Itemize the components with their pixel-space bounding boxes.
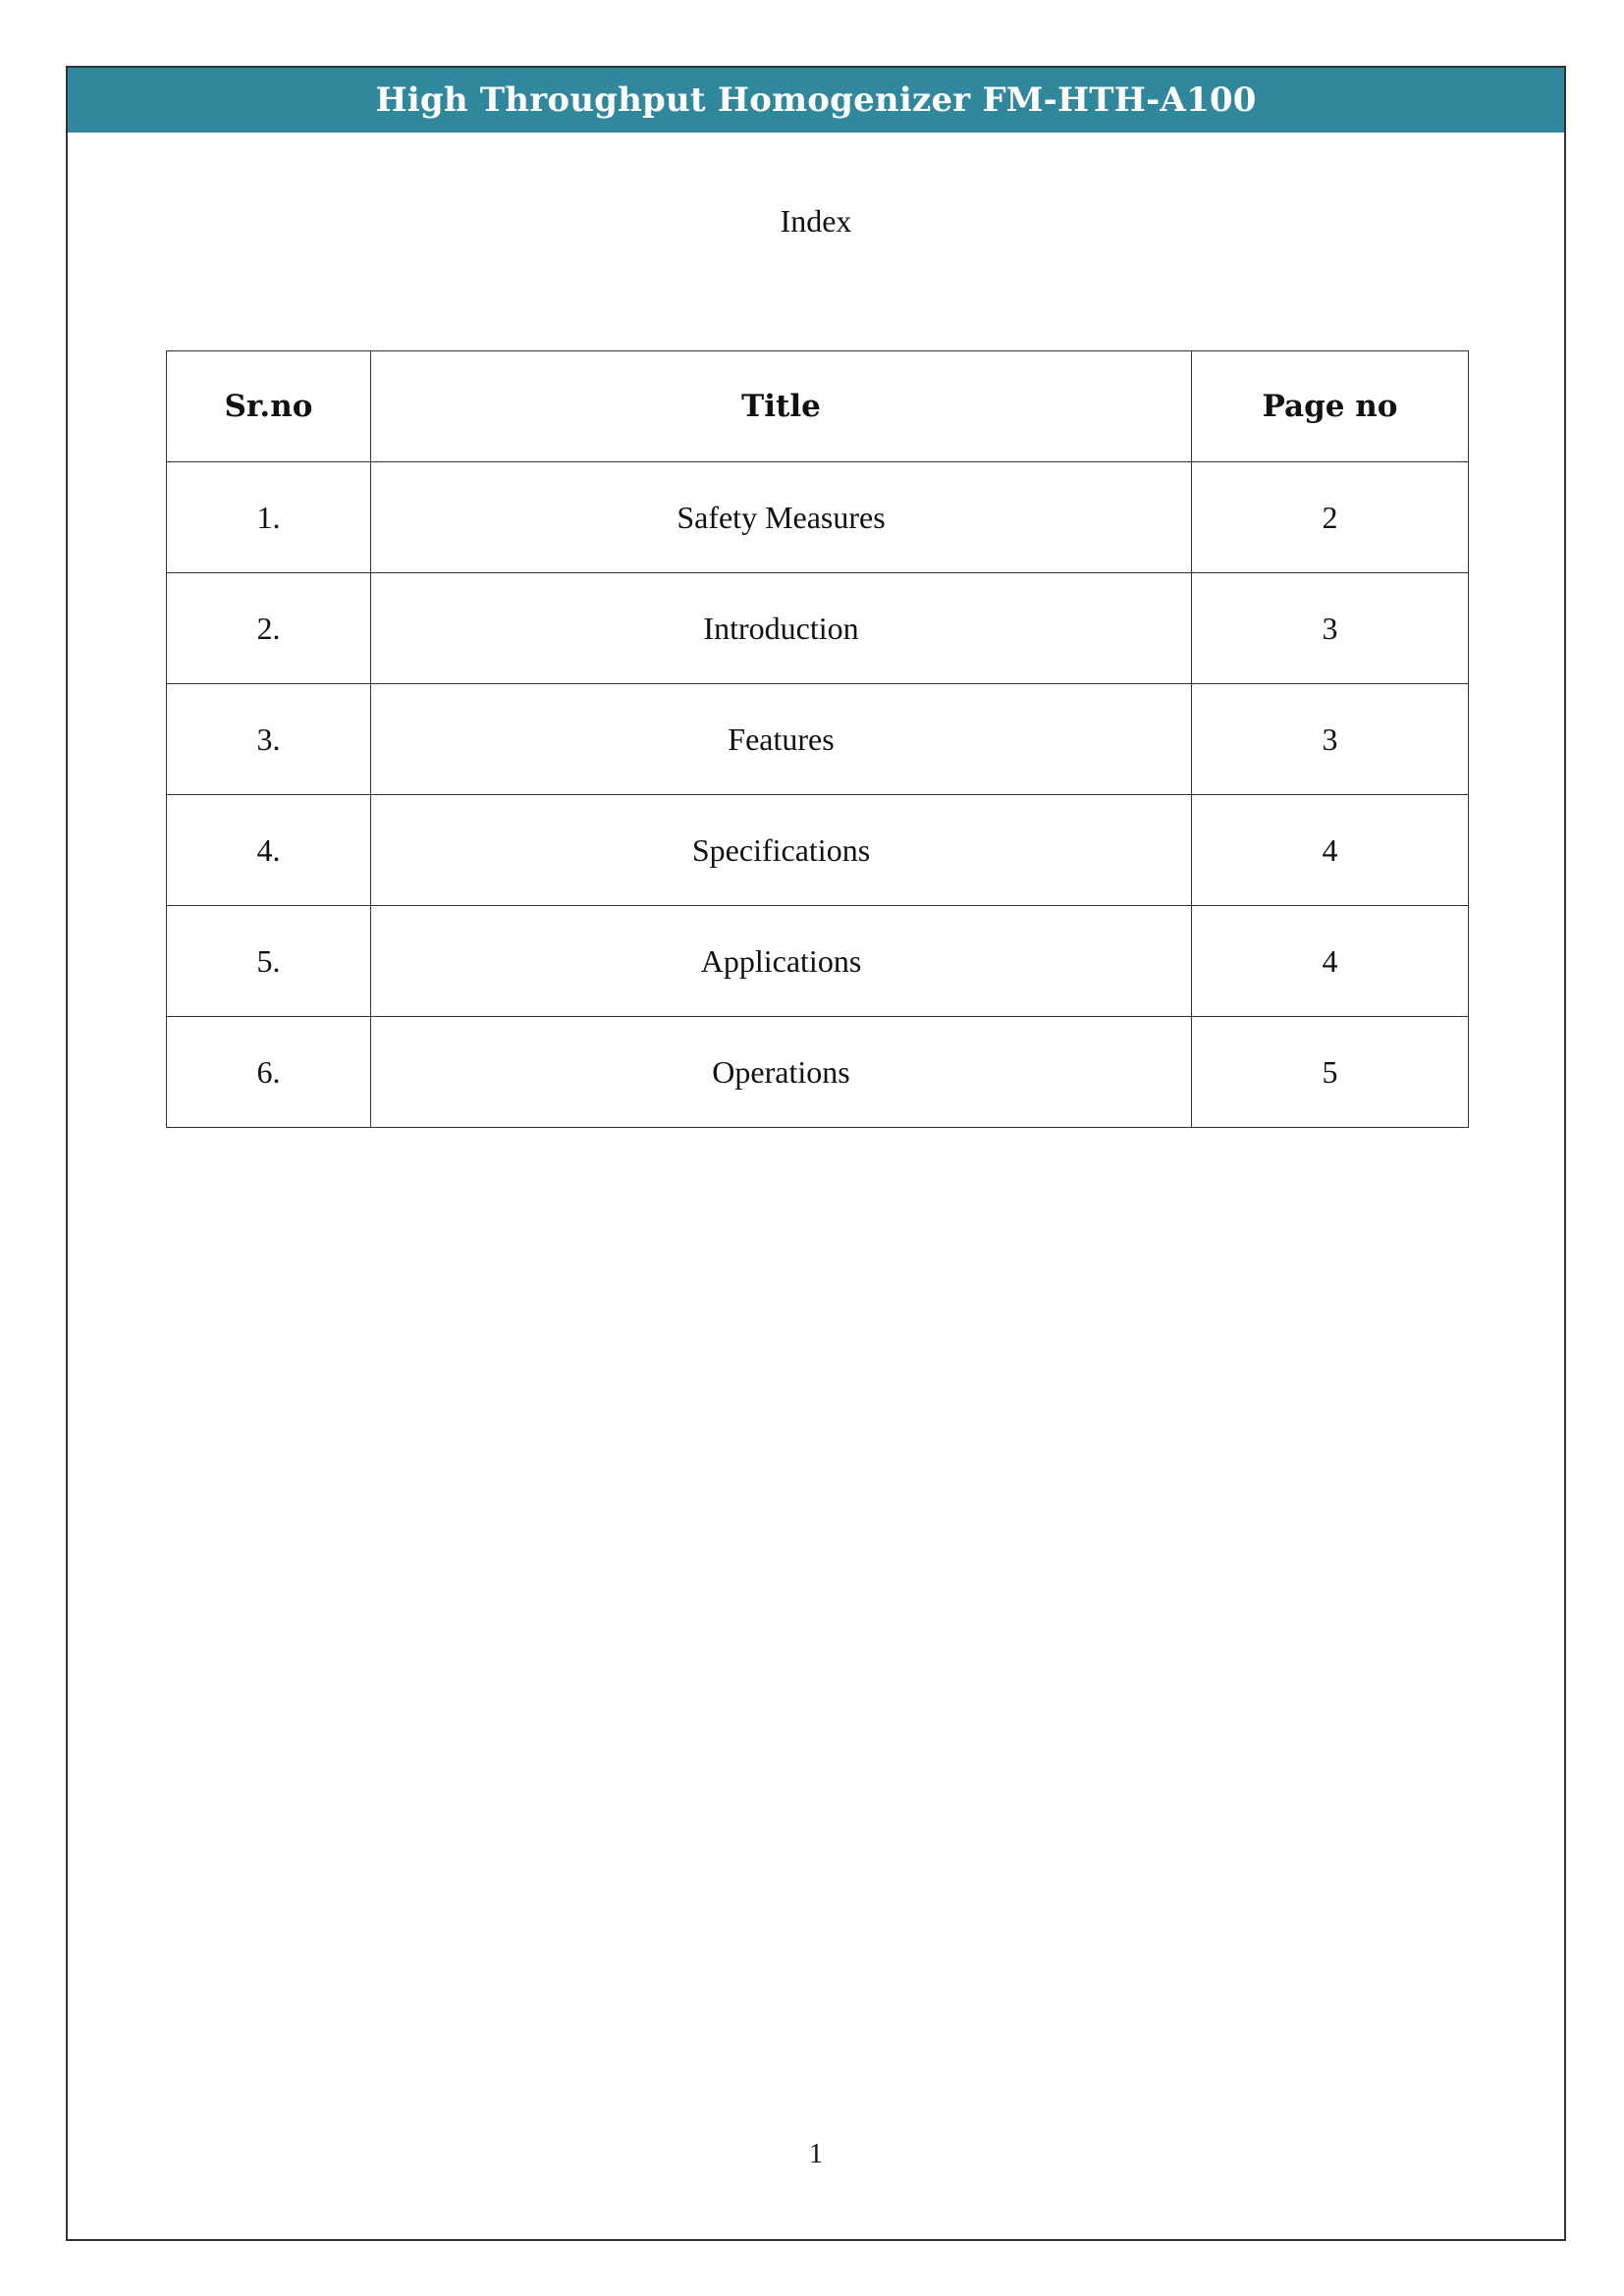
row-sr-no: 5. bbox=[167, 906, 371, 1017]
column-header-page-no: Page no bbox=[1192, 351, 1469, 462]
row-sr-no: 6. bbox=[167, 1017, 371, 1128]
row-title: Introduction bbox=[371, 573, 1192, 684]
index-heading: Index bbox=[780, 203, 852, 239]
row-sr-no: 4. bbox=[167, 795, 371, 906]
table-row bbox=[167, 795, 1469, 906]
column-header-title: Title bbox=[371, 351, 1192, 462]
row-sr-no: 2. bbox=[167, 573, 371, 684]
table-row bbox=[167, 684, 1469, 795]
column-header-sr-no: Sr.no bbox=[167, 351, 371, 462]
page-frame bbox=[66, 66, 1566, 2241]
row-page-no: 4 bbox=[1192, 906, 1469, 1017]
row-page-no: 4 bbox=[1192, 795, 1469, 906]
row-title: Operations bbox=[371, 1017, 1192, 1128]
header-band bbox=[68, 68, 1564, 133]
row-page-no: 3 bbox=[1192, 573, 1469, 684]
row-title: Features bbox=[371, 684, 1192, 795]
document-title: High Throughput Homogenizer FM-HTH-A100 bbox=[375, 80, 1257, 120]
row-title: Applications bbox=[371, 906, 1192, 1017]
row-page-no: 3 bbox=[1192, 684, 1469, 795]
row-title: Safety Measures bbox=[371, 462, 1192, 573]
row-sr-no: 3. bbox=[167, 684, 371, 795]
row-sr-no: 1. bbox=[167, 462, 371, 573]
table-row bbox=[167, 906, 1469, 1017]
row-page-no: 5 bbox=[1192, 1017, 1469, 1128]
page-number: 1 bbox=[809, 2139, 823, 2169]
row-page-no: 2 bbox=[1192, 462, 1469, 573]
table-header-row bbox=[167, 351, 1469, 462]
table-row bbox=[167, 1017, 1469, 1128]
table-row bbox=[167, 573, 1469, 684]
table-row bbox=[167, 462, 1469, 573]
row-title: Specifications bbox=[371, 795, 1192, 906]
index-table bbox=[166, 350, 1469, 1128]
